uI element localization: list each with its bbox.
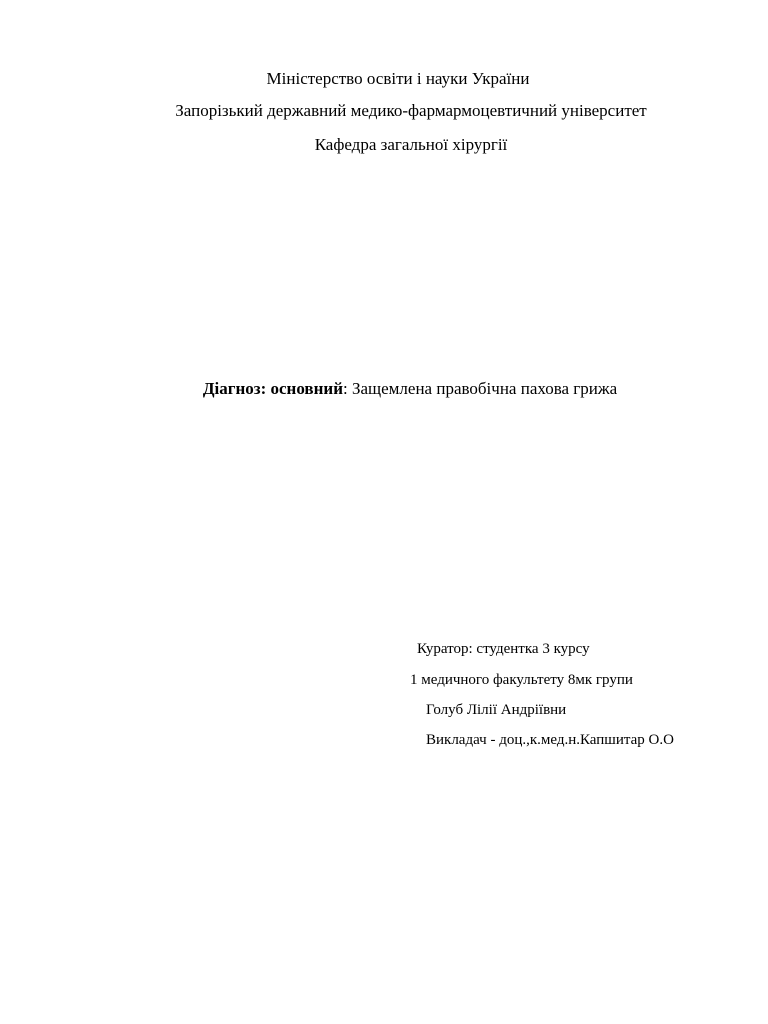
diagnosis-label: Діагноз: [202,379,267,398]
faculty-line: 1 медичного факультету 8мк групи [410,672,633,688]
curator-line: Куратор: студентка 3 курсу [417,641,590,657]
department-title: Кафедра загальної хірургії [314,135,508,154]
diagnosis-line [0,378,768,400]
teacher-line: Викладач - доц.,к.мед.н.Капшитар О.О [426,732,674,748]
university-title: Запорізький державний медико-фармармоцевтичний університет [175,101,647,120]
student-name: Голуб Лілії Андріївни [426,702,567,718]
diagnosis-separator: : [342,379,348,398]
diagnosis-text: Защемлена правобічна пахова грижа [351,379,618,398]
ministry-title: Міністерство освіти і науки України [266,69,530,88]
diagnosis-type: основний [270,379,343,398]
